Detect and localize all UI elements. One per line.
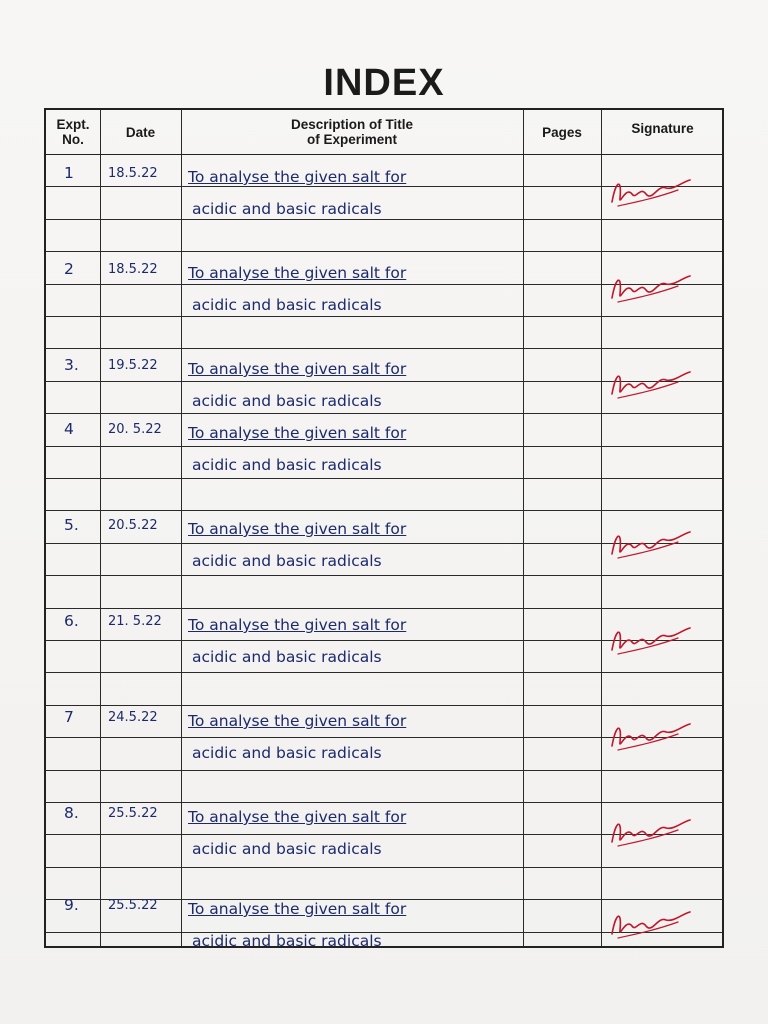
index-table bbox=[44, 108, 724, 948]
expt-number: 7 bbox=[64, 708, 74, 726]
experiment-title-line-2: acidic and basic radicals bbox=[192, 552, 382, 570]
page-title: INDEX bbox=[323, 62, 445, 104]
ruled-line bbox=[46, 413, 722, 414]
experiment-title-line-2: acidic and basic radicals bbox=[192, 932, 382, 950]
experiment-date: 18.5.22 bbox=[108, 166, 158, 181]
experiment-title-line-1: To analyse the given salt for bbox=[188, 264, 407, 282]
column-divider bbox=[181, 110, 182, 946]
ruled-line bbox=[46, 446, 722, 447]
header-signature: Signature bbox=[631, 120, 694, 136]
column-divider bbox=[523, 110, 524, 946]
expt-number: 6. bbox=[64, 612, 79, 630]
expt-number: 3. bbox=[64, 356, 79, 374]
experiment-title-line-2: acidic and basic radicals bbox=[192, 200, 382, 218]
experiment-title-line-2: acidic and basic radicals bbox=[192, 456, 382, 474]
ruled-line bbox=[46, 867, 722, 868]
ruled-line bbox=[46, 219, 722, 220]
expt-number: 4 bbox=[64, 420, 74, 438]
experiment-title-line-1: To analyse the given salt for bbox=[188, 520, 407, 538]
ruled-line bbox=[46, 608, 722, 609]
header-pages: Pages bbox=[542, 124, 582, 140]
column-divider bbox=[100, 110, 101, 946]
experiment-title-line-1: To analyse the given salt for bbox=[188, 712, 407, 730]
experiment-title-line-1: To analyse the given salt for bbox=[188, 808, 407, 826]
experiment-date: 21. 5.22 bbox=[108, 614, 162, 629]
expt-number: 9. bbox=[64, 896, 79, 914]
experiment-title-line-1: To analyse the given salt for bbox=[188, 168, 407, 186]
header-date: Date bbox=[125, 124, 156, 140]
experiment-title-line-2: acidic and basic radicals bbox=[192, 296, 382, 314]
experiment-date: 19.5.22 bbox=[108, 358, 158, 373]
header-rule bbox=[46, 154, 722, 155]
experiment-date: 24.5.22 bbox=[108, 710, 158, 725]
experiment-date: 20.5.22 bbox=[108, 518, 158, 533]
experiment-title-line-2: acidic and basic radicals bbox=[192, 392, 382, 410]
experiment-title-line-2: acidic and basic radicals bbox=[192, 648, 382, 666]
signature-mark bbox=[606, 268, 696, 312]
experiment-title-line-2: acidic and basic radicals bbox=[192, 744, 382, 762]
experiment-date: 25.5.22 bbox=[108, 898, 158, 913]
signature-mark bbox=[606, 620, 696, 664]
ruled-line bbox=[46, 478, 722, 479]
signature-mark bbox=[606, 904, 696, 948]
header-description: Description of Title of Experiment bbox=[290, 117, 413, 147]
signature-mark bbox=[606, 716, 696, 760]
ruled-line bbox=[46, 316, 722, 317]
column-divider bbox=[601, 110, 602, 946]
signature-mark bbox=[606, 812, 696, 856]
expt-number: 1 bbox=[64, 164, 74, 182]
ruled-line bbox=[46, 510, 722, 511]
ruled-line bbox=[46, 251, 722, 252]
ruled-line bbox=[46, 770, 722, 771]
signature-mark bbox=[606, 364, 696, 408]
experiment-title-line-1: To analyse the given salt for bbox=[188, 900, 407, 918]
experiment-title-line-1: To analyse the given salt for bbox=[188, 616, 407, 634]
experiment-date: 20. 5.22 bbox=[108, 422, 162, 437]
ruled-line bbox=[46, 802, 722, 803]
expt-number: 8. bbox=[64, 804, 79, 822]
ruled-line bbox=[46, 705, 722, 706]
signature-mark bbox=[606, 524, 696, 568]
header-expt-no: Expt. No. bbox=[56, 117, 90, 147]
expt-number: 5. bbox=[64, 516, 79, 534]
signature-mark bbox=[606, 172, 696, 216]
ruled-line bbox=[46, 575, 722, 576]
experiment-title-line-1: To analyse the given salt for bbox=[188, 424, 407, 442]
ruled-line bbox=[46, 672, 722, 673]
ruled-line bbox=[46, 348, 722, 349]
expt-number: 2 bbox=[64, 260, 74, 278]
experiment-title-line-2: acidic and basic radicals bbox=[192, 840, 382, 858]
experiment-date: 25.5.22 bbox=[108, 806, 158, 821]
experiment-title-line-1: To analyse the given salt for bbox=[188, 360, 407, 378]
experiment-date: 18.5.22 bbox=[108, 262, 158, 277]
